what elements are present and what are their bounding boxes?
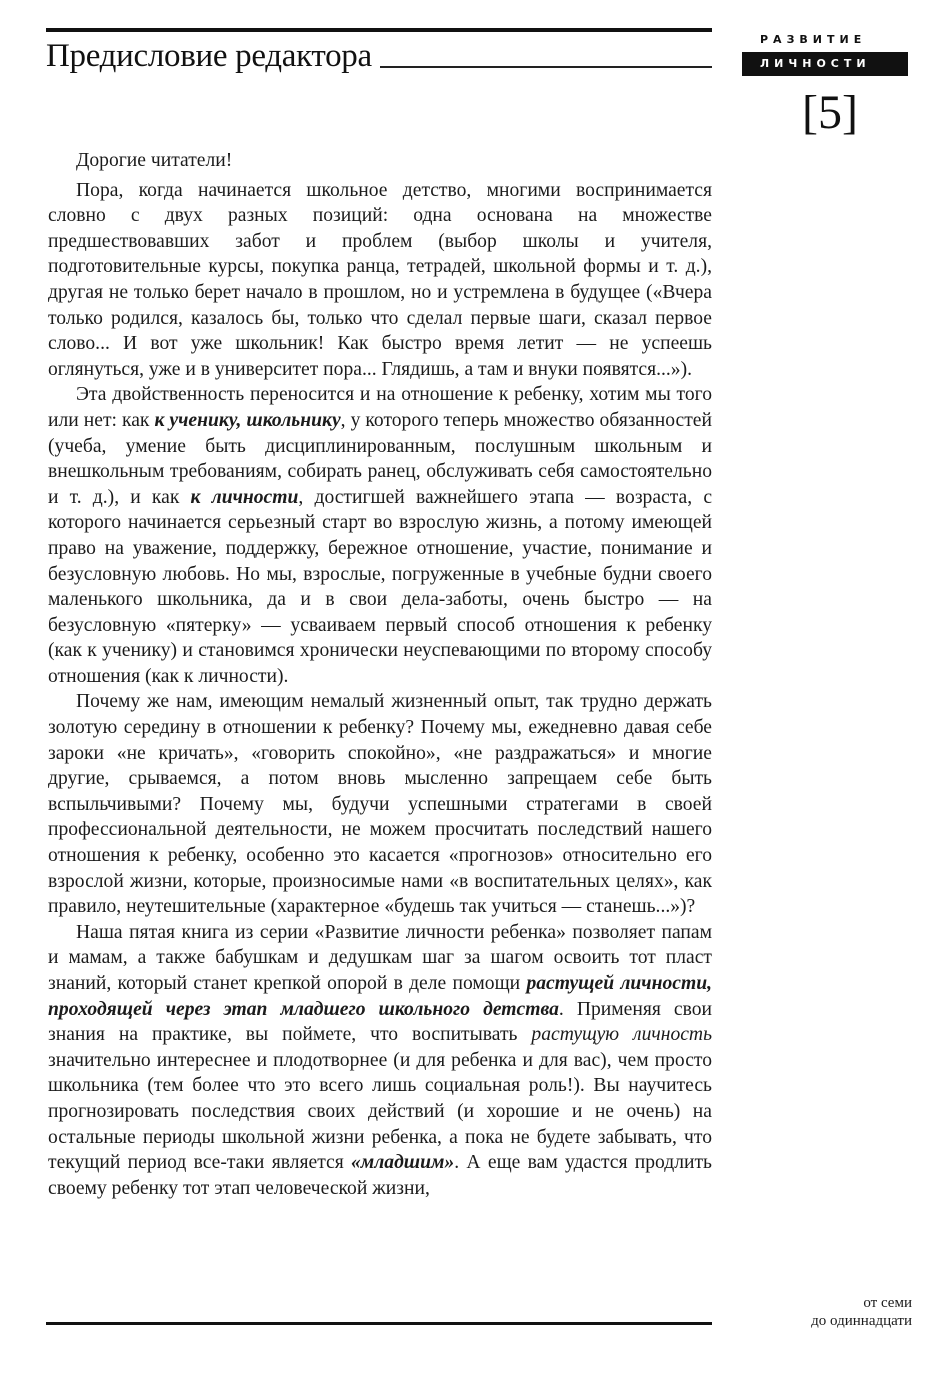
paragraph-2 [48, 382, 712, 689]
emphasis-younger: «младшим» [351, 1152, 455, 1174]
page-title: Предисловие редактора [46, 38, 372, 74]
age-range-line-1: от семи [863, 1295, 912, 1311]
paragraph-2-text-c: , у которого теперь множество обязанностей (учеба, умение быть дисциплинированным, послушным школьным и внешкольным требованиям, собирать ранец, обслуживать себя самостоятельно и т. д.), и как [48, 409, 712, 508]
emphasis-growing-personality: растущей личности, проходящей через этап младшего школьного детства [48, 973, 712, 1020]
age-range-line-2: до одиннадцати [811, 1313, 912, 1329]
top-rule [46, 28, 712, 32]
paragraph-4-text-e: значительно интереснее и плодотворнее (и для ребенка и для вас), чем просто школьника (тем более что это всего лишь социальная роль!). Вы научитесь прогнозировать последствия своих действий (и хорошие и не очень) на остальные периоды школьной жизни ребенка, а пока не будете забывать, что текущий период все-таки является [48, 1049, 712, 1174]
paragraph-4-text-c: . Применяя свои знания на практике, вы поймете, что воспитывать [48, 998, 712, 1046]
emphasis-personality: к личности [190, 486, 299, 508]
paragraph-4-text-a: Наша пятая книга из серии «Развитие личности ребенка» позволяет папам и мамам, а также бабушкам и дедушкам шаг за шагом освоить тот пласт знаний, который станет крепкой опорой в деле помощи [48, 921, 712, 994]
paragraph-4-text-g: . А еще вам удастся продлить своему ребенку тот этап человеческой жизни, [48, 1152, 712, 1199]
series-label-bottom: ЛИЧНОСТИ [742, 52, 908, 76]
paragraph-1: Пора, когда начинается школьное детство, многими воспринимается словно с двух разных позиций: одна основана на множестве предшествовавших забот и проблем (выбор школы и учителя, подготовительные курсы, покупка ранца, тетрадей, школьной формы и т. д.), другая не только берет начало в прошлом, но и устремлена в будущее («Вчера только родился, казалось бы, только что сделал первые шаги, сказал первое слово... И вот уже школьник! Как быстро время летит — не успеешь оглянуться, уже и в университет пора... Глядишь, а там и внуки появятся...»). [48, 179, 712, 380]
bottom-rule [46, 1322, 712, 1325]
paragraph-3: Почему же нам, имеющим немалый жизненный опыт, так трудно держать золотую середину в отношении к ребенку? Почему мы, ежедневно давая себе зароки «не кричать», «говорить спокойно», «не раздражаться» и многие другие, срываемся, а потом вновь мысленно запрещаем себе быть вспыльчивыми? Почему мы, будучи успешными стратегами в своей профессиональной деятельности, не можем просчитать последствий нашего отношения к ребенку, особенно это касается «прогнозов» относительно его взрослой жизни, которые, произносимые нами «в воспитательных целях», как правило, неутешительные (характерное «будешь так учиться — станешь...»)? [48, 691, 712, 918]
paragraph-2-text-e: , достигшей важнейшего этапа — возраста, с которого начинается серьезный старт во взрослую жизнь, а потому имеющей право на уважение, поддержку, бережное отношение, участие, понимание и безусловную любовь. Но мы, взрослые, погруженные в учебные будни своего маленького школьника, да и в свои дела-заботы, очень быстро — на безусловную «пятерку» — усваиваем первый способ отношения к ребенку (как к ученику) и становимся хронически неуспевающими по второму способу отношения (как к личности). [48, 486, 713, 687]
paragraph-2-text-a: Эта двойственность переносится и на отношение к ребенку, хотим мы того или нет: как [48, 384, 712, 431]
title-underline [380, 66, 712, 68]
title-row [46, 34, 712, 74]
book-number: [5] [802, 86, 858, 139]
greeting: Дорогие читатели! [76, 150, 233, 171]
emphasis-student: к ученику, школьнику [154, 409, 341, 431]
italic-growing-personality: растущую личность [531, 1024, 712, 1046]
article-body [48, 148, 712, 1201]
series-label-top: РАЗВИТИЕ [742, 30, 908, 50]
paragraph-4 [48, 920, 712, 1202]
age-range-caption [740, 1294, 912, 1330]
